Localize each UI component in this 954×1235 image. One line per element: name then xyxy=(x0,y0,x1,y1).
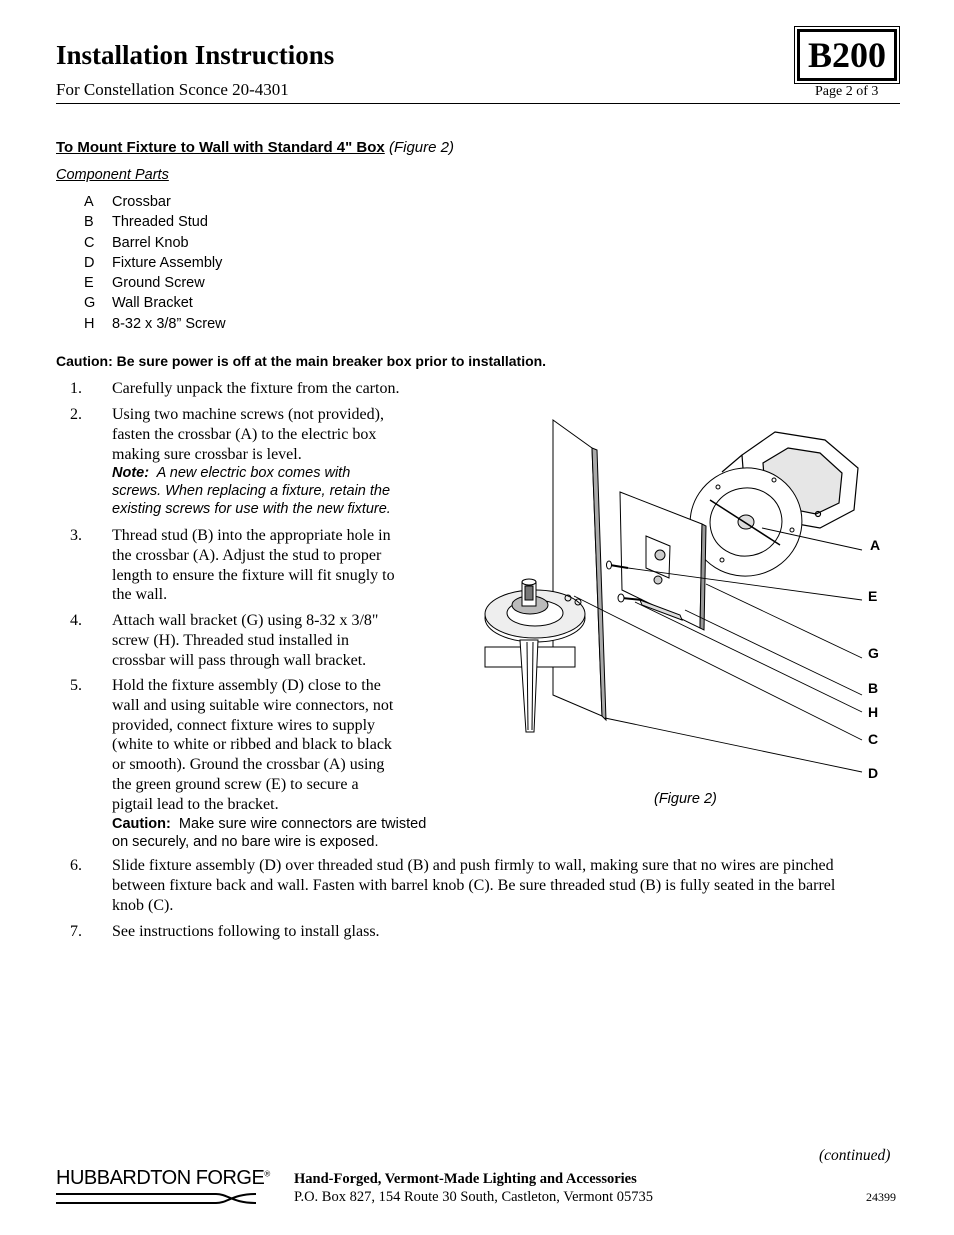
logo-underline-icon xyxy=(56,1190,256,1208)
figure-label-e: E xyxy=(868,588,878,604)
step-line: Carefully unpack the fixture from the carton. xyxy=(112,380,400,397)
step-line: See instructions following to install glass. xyxy=(112,923,380,940)
continued-note: (continued) xyxy=(819,1147,891,1164)
step-number: 5. xyxy=(70,677,82,694)
figure-label-g: G xyxy=(868,645,879,661)
document-code: B200 xyxy=(797,29,897,81)
part-name: Ground Screw xyxy=(112,275,205,292)
parts-list-item xyxy=(84,314,226,334)
step-number: 4. xyxy=(70,612,82,629)
part-letter: B xyxy=(84,214,94,231)
caution-line: Make sure wire connectors are twisted xyxy=(178,815,427,832)
header-rule xyxy=(56,103,900,104)
step-number: 1. xyxy=(70,380,82,397)
caution-line: on securely, and no bare wire is exposed. xyxy=(112,833,379,850)
step-line: pigtail lead to the bracket. xyxy=(112,795,279,813)
parts-list-item xyxy=(84,233,226,253)
step-number: 7. xyxy=(70,923,82,940)
power-caution: Caution: Be sure power is off at the main breaker box prior to installation. xyxy=(56,353,547,369)
parts-list-item xyxy=(84,253,226,273)
figure-label-h: H xyxy=(868,704,879,720)
step-5 xyxy=(70,676,490,851)
section-title-text: To Mount Fixture to Wall with Standard 4" Box xyxy=(56,139,385,156)
note-line: A new electric box comes with xyxy=(156,465,351,482)
fixture-assembly xyxy=(485,579,585,732)
step-number: 2. xyxy=(70,406,82,423)
step-line: Hold the fixture assembly (D) close to the xyxy=(112,677,381,694)
step-line: knob (C). xyxy=(112,896,174,914)
parts-list-item xyxy=(84,293,226,313)
figure-label-d: D xyxy=(868,765,879,781)
figure-caption: (Figure 2) xyxy=(654,791,717,807)
step-line: Attach wall bracket (G) using 8-32 x 3/8" xyxy=(112,612,379,629)
footer-tagline: Hand-Forged, Vermont-Made Lighting and Accessories xyxy=(294,1171,637,1187)
part-letter: C xyxy=(84,234,95,251)
page-number: Page 2 of 3 xyxy=(815,84,879,99)
step-caution xyxy=(112,815,490,851)
brand-logo xyxy=(56,1167,270,1190)
step-3 xyxy=(70,526,470,605)
part-letter: G xyxy=(84,295,96,312)
part-letter: H xyxy=(84,315,95,332)
part-name: Fixture Assembly xyxy=(112,254,223,271)
step-note xyxy=(112,464,470,518)
parts-list-item xyxy=(84,273,226,293)
page-title: Installation Instructions xyxy=(56,40,335,70)
step-line: the green ground screw (E) to secure a xyxy=(112,775,359,793)
step-line: crossbar will pass through wall bracket. xyxy=(112,651,367,669)
step-number: 6. xyxy=(70,857,82,874)
part-name: Crossbar xyxy=(112,194,171,210)
part-letter: D xyxy=(84,254,95,271)
part-letter: E xyxy=(84,275,94,292)
step-line: Slide fixture assembly (D) over threaded stud (B) and push firmly to wall, making sure that no wires are pinched xyxy=(112,857,834,874)
section-figure-ref: (Figure 2) xyxy=(388,139,454,156)
step-line: wall and using suitable wire connectors, not xyxy=(112,696,394,714)
step-7 xyxy=(70,922,570,942)
part-name: Threaded Stud xyxy=(112,214,208,231)
part-name: Wall Bracket xyxy=(112,295,193,312)
step-line: the wall. xyxy=(112,586,168,604)
step-2 xyxy=(70,405,470,518)
registered-mark: ® xyxy=(264,1169,270,1179)
figure-2-illustration xyxy=(470,410,900,790)
section-title xyxy=(56,139,454,156)
step-line: provided, connect fixture wires to supply xyxy=(112,716,376,734)
caution-label: Caution: xyxy=(112,815,171,832)
step-line: Thread stud (B) into the appropriate hole in xyxy=(112,527,391,544)
part-name: 8-32 x 3/8” Screw xyxy=(112,315,226,332)
footer-address: P.O. Box 827, 154 Route 30 South, Castleton, Vermont 05735 xyxy=(294,1189,654,1205)
brand-logo-text: HUBBARDTON FORGE xyxy=(56,1167,265,1189)
figure-label-a: A xyxy=(870,537,881,553)
parts-list-item xyxy=(84,212,226,232)
step-line: (white to white or ribbed and black to black xyxy=(112,736,392,754)
component-parts-heading: Component Parts xyxy=(56,167,169,183)
note-label: Note: xyxy=(112,465,150,482)
step-line: between fixture back and wall. Fasten with barrel knob (C). Be sure threaded stud (B) is fully seated in the barrel xyxy=(112,876,836,894)
step-line: fasten the crossbar (A) to the electric box xyxy=(112,425,377,443)
step-line: Using two machine screws (not provided), xyxy=(112,406,384,423)
step-line: or smooth). Ground the crossbar (A) using xyxy=(112,756,385,774)
document-number: 24399 xyxy=(866,1190,896,1204)
step-line: making sure crossbar is level. xyxy=(112,445,302,463)
step-line: length to ensure the fixture will fit snugly to xyxy=(112,566,395,584)
note-line: existing screws for use with the new fixture. xyxy=(112,501,391,518)
wall-plate xyxy=(553,420,606,720)
parts-list xyxy=(84,192,226,334)
part-name: Barrel Knob xyxy=(112,234,189,251)
step-number: 3. xyxy=(70,527,82,544)
part-letter: A xyxy=(84,194,94,210)
figure-label-c: C xyxy=(868,731,879,747)
parts-list-item xyxy=(84,192,226,212)
page-subtitle: For Constellation Sconce 20-4301 xyxy=(56,80,289,99)
step-line: screw (H). Threaded stud installed in xyxy=(112,631,349,649)
figure-label-b: B xyxy=(868,680,879,696)
note-line: screws. When replacing a fixture, retain the xyxy=(112,483,391,500)
step-1 xyxy=(70,379,490,399)
step-line: the crossbar (A). Adjust the stud to proper xyxy=(112,546,382,564)
step-6 xyxy=(70,856,910,915)
step-4 xyxy=(70,611,470,670)
